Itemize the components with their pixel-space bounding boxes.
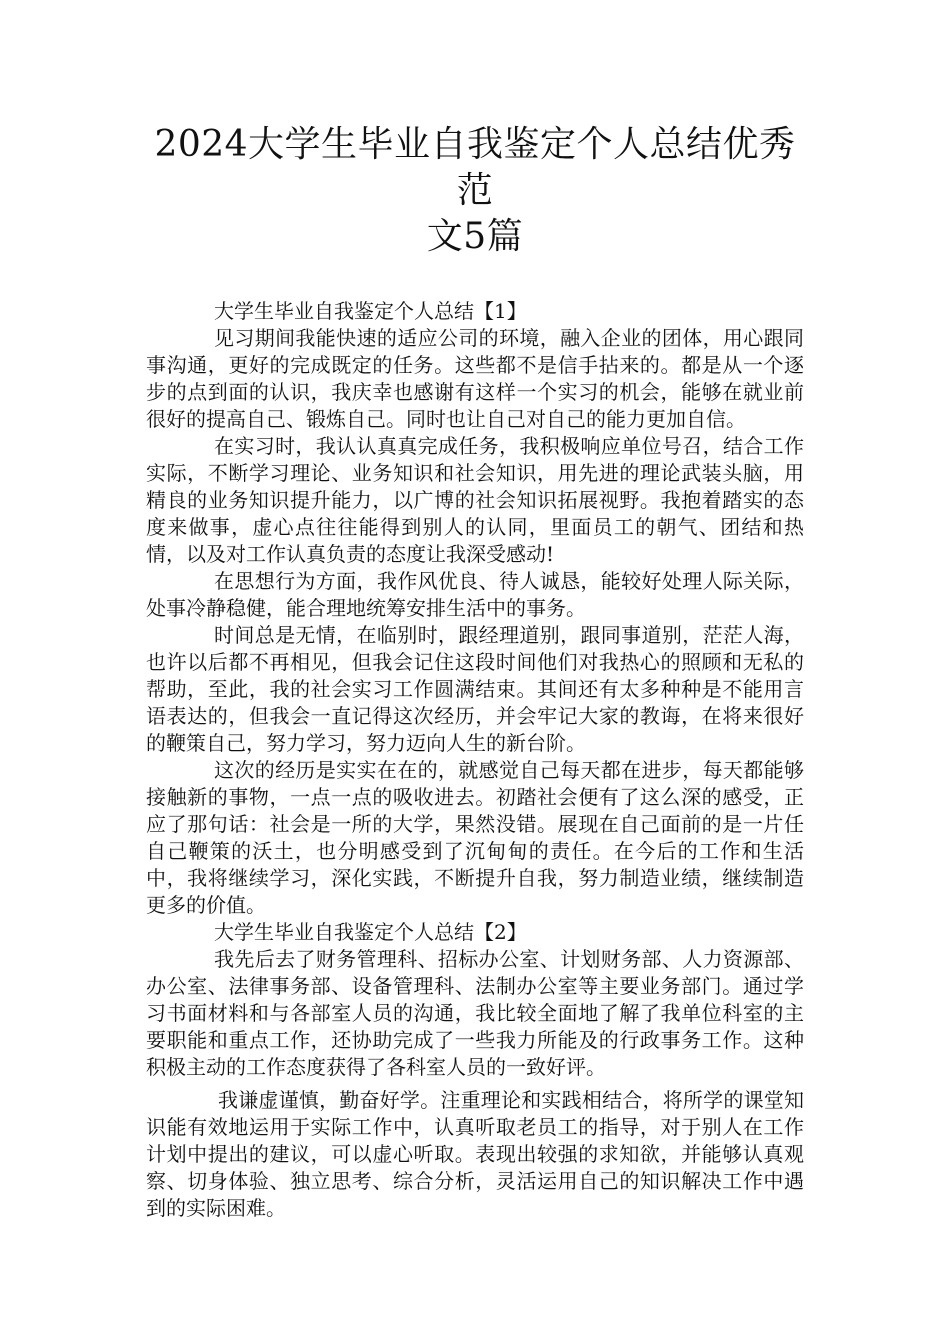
title-line-1: 2024大学生毕业自我鉴定个人总结优秀范 <box>154 124 796 211</box>
section-1-paragraph-3: 在思想行为方面，我作风优良、待人诚恳，能较好处理人际关际，处事冷静稳健，能合理地统筹安排生活中的事务。 <box>146 569 804 620</box>
section-1-paragraph-2: 在实习时，我认认真真完成任务，我积极响应单位号召，结合工作实际，不断学习理论、业务知识和社会知识，用先进的理论武装头脑，用精良的业务知识提升能力，以广博的社会知识拓展视野。我抱着踏实的态度来做事，虚心点往往能得到别人的认同，里面员工的朝气、团结和热情，以及对工作认真负责的态度让我深受感动! <box>146 434 804 566</box>
document-title <box>146 122 804 260</box>
title-line-2: 文5篇 <box>426 216 524 257</box>
section-2-paragraph-1: 我先后去了财务管理科、招标办公室、计划财务部、人力资源部、办公室、法律事务部、设备管理科、法制办公室等主要业务部门。通过学习书面材料和与各部室人员的沟通，我比较全面地了解了我单位科室的主要职能和重点工作，还协助完成了一些我力所能及的行政事务工作。这种积极主动的工作态度获得了各科室人员的一致好评。 <box>146 947 804 1079</box>
section-1-paragraph-1: 见习期间我能快速的适应公司的环境，融入企业的团体，用心跟同事沟通，更好的完成既定的任务。这些都不是信手拈来的。都是从一个逐步的点到面的认识，我庆幸也感谢有这样一个实习的机会，能够在就业前很好的提高自己、锻炼自己。同时也让自己对自己的能力更加自信。 <box>146 326 804 431</box>
section-2-heading: 大学生毕业自我鉴定个人总结【2】 <box>214 920 527 944</box>
section-1-paragraph-5: 这次的经历是实实在在的，就感觉自己每天都在进步，每天都能够接触新的事物，一点一点的吸收进去。初踏社会便有了这么深的感受，正应了那句话：社会是一所的大学，果然没错。展现在自己面前的是一片任自己鞭策的沃土，也分明感受到了沉甸甸的责任。在今后的工作和生活中，我将继续学习，深化实践，不断提升自我，努力制造业绩，继续制造更多的价值。 <box>146 758 804 917</box>
section-1-heading: 大学生毕业自我鉴定个人总结【1】 <box>214 299 527 323</box>
document-body <box>146 298 804 1222</box>
section-2-paragraph-2: 我谦虚谨慎，勤奋好学。注重理论和实践相结合，将所学的课堂知识能有效地运用于实际工作中，认真听取老员工的指导，对于别人在工作计划中提出的建议，可以虚心听取。表现出较强的求知欲，并能够认真观察、切身体验、独立思考、综合分析，灵活运用自己的知识解决工作中遇到的实际困难。 <box>146 1088 804 1220</box>
section-1-paragraph-4: 时间总是无情，在临别时，跟经理道别，跟同事道别，茫茫人海，也许以后都不再相见，但我会记住这段时间他们对我热心的照顾和无私的帮助，至此，我的社会实习工作圆满结束。其间还有太多种种是不能用言语表达的，但我会一直记得这次经历，并会牢记大家的教诲，在将来很好的鞭策自己，努力学习，努力迈向人生的新台阶。 <box>146 623 804 755</box>
